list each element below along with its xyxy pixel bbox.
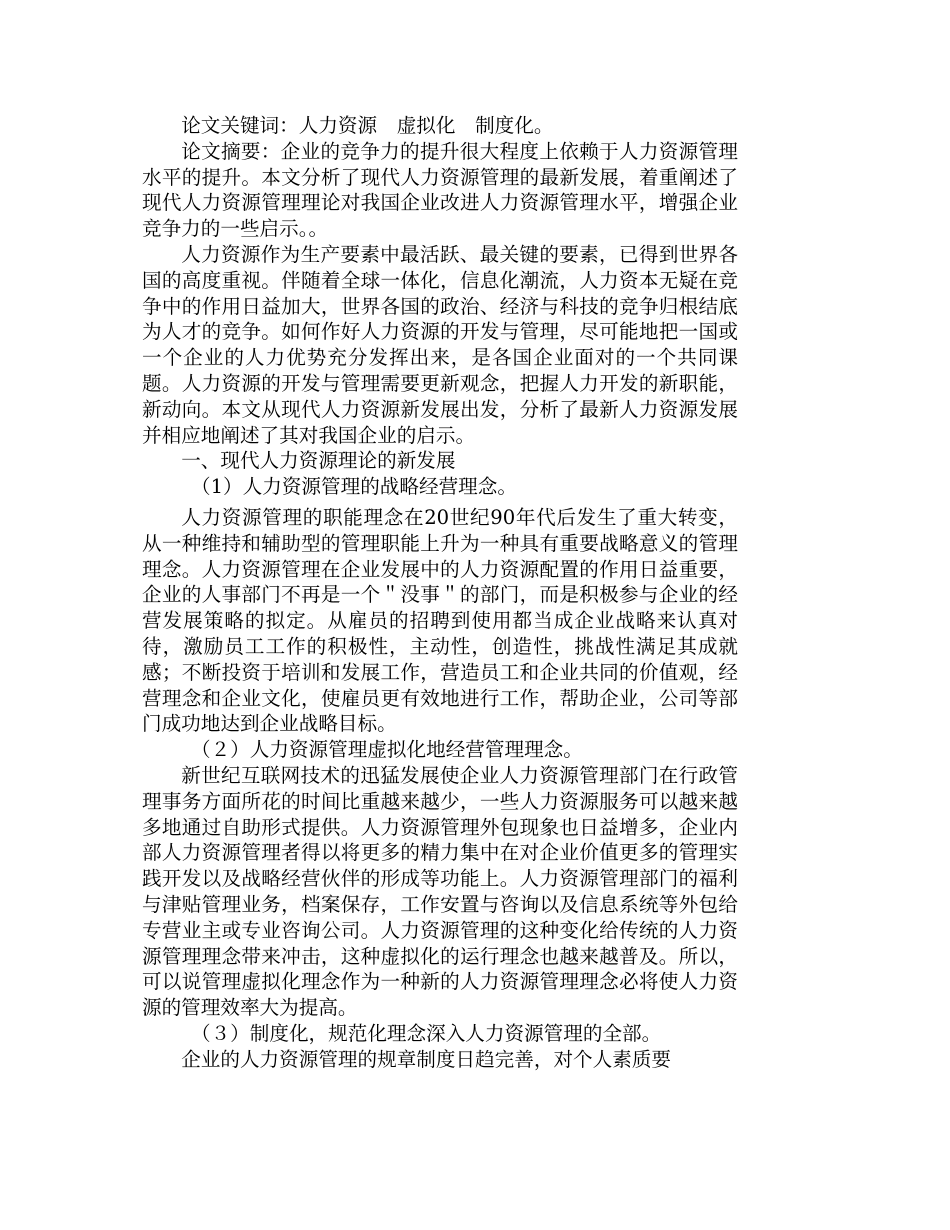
subsection-heading-3: （３）制度化，规范化理念深入人力资源管理的全部。 <box>191 1021 662 1045</box>
keywords-line: 论文关键词：人力资源 虚拟化 制度化。 <box>181 114 554 137</box>
section-heading: 一、现代人力资源理论的新发展 <box>181 449 456 473</box>
subsection-heading-1: （1）人力资源管理的战略经营理念。 <box>191 475 517 499</box>
subsection-body-3: 企业的人力资源管理的规章制度日趋完善，对个人素质要 <box>181 1047 672 1071</box>
subsection-heading-2: （２）人力资源管理虚拟化地经营管理理念。 <box>191 738 583 762</box>
subsection-body-1: 人力资源管理的职能理念在20世纪90年代后发生了重大转变，从一种维持和辅助型的管理职能上升为一种具有重要战略意义的管理理念。人力资源管理在企业发展中的人力资源配置的作用日益重要，企业的人事部门不再是一个＂没事＂的部门，而是积极参与企业的经营发展策略的拟定。从雇员的招聘到使用都当成企业战略来认真对待，激励员工工作的积极性，主动性，创造性，挑战性满足其成就感；不断投资于培训和发展工作，营造员工和企业共同的价值观，经营理念和企业文化，使雇员更有效地进行工作，帮助企业，公司等部门成功地达到企业战略目标。 <box>142 505 738 736</box>
document-body <box>142 113 738 1072</box>
abstract-paragraph: 论文摘要：企业的竞争力的提升很大程度上依赖于人力资源管理水平的提升。本文分析了现代人力资源管理的最新发展，着重阐述了现代人力资源管理理论对我国企业改进人力资源管理水平，增强企业竞争力的一些启示。。 <box>142 139 738 241</box>
intro-paragraph: 人力资源作为生产要素中最活跃、最关键的要素，已得到世界各国的高度重视。伴随着全球一体化，信息化潮流，人力资本无疑在竞争中的作用日益加大，世界各国的政治、经济与科技的竞争归根结底为人才的竞争。如何作好人力资源的开发与管理，尽可能地把一国或一个企业的人力优势充分发挥出来，是各国企业面对的一个共同课题。人力资源的开发与管理需要更新观念，把握人力开发的新职能，新动向。本文从现代人力资源新发展出发，分析了最新人力资源发展并相应地阐述了其对我国企业的启示。 <box>142 242 738 447</box>
subsection-body-2: 新世纪互联网技术的迅猛发展使企业人力资源管理部门在行政管理事务方面所花的时间比重越来越少，一些人力资源服务可以越来越多地通过自助形式提供。人力资源管理外包现象也日益增多，企业内部人力资源管理者得以将更多的精力集中在对企业价值更多的管理实践开发以及战略经营伙伴的形成等功能上。人力资源管理部门的福利与津贴管理业务，档案保存，工作安置与咨询以及信息系统等外包给专营业主或专业咨询公司。人力资源管理的这种变化给传统的人力资源管理理念带来冲击，这种虚拟化的运行理念也越来越普及。所以，可以说管理虚拟化理念作为一种新的人力资源管理理念必将使人力资源的管理效率大为提高。 <box>142 763 738 1020</box>
